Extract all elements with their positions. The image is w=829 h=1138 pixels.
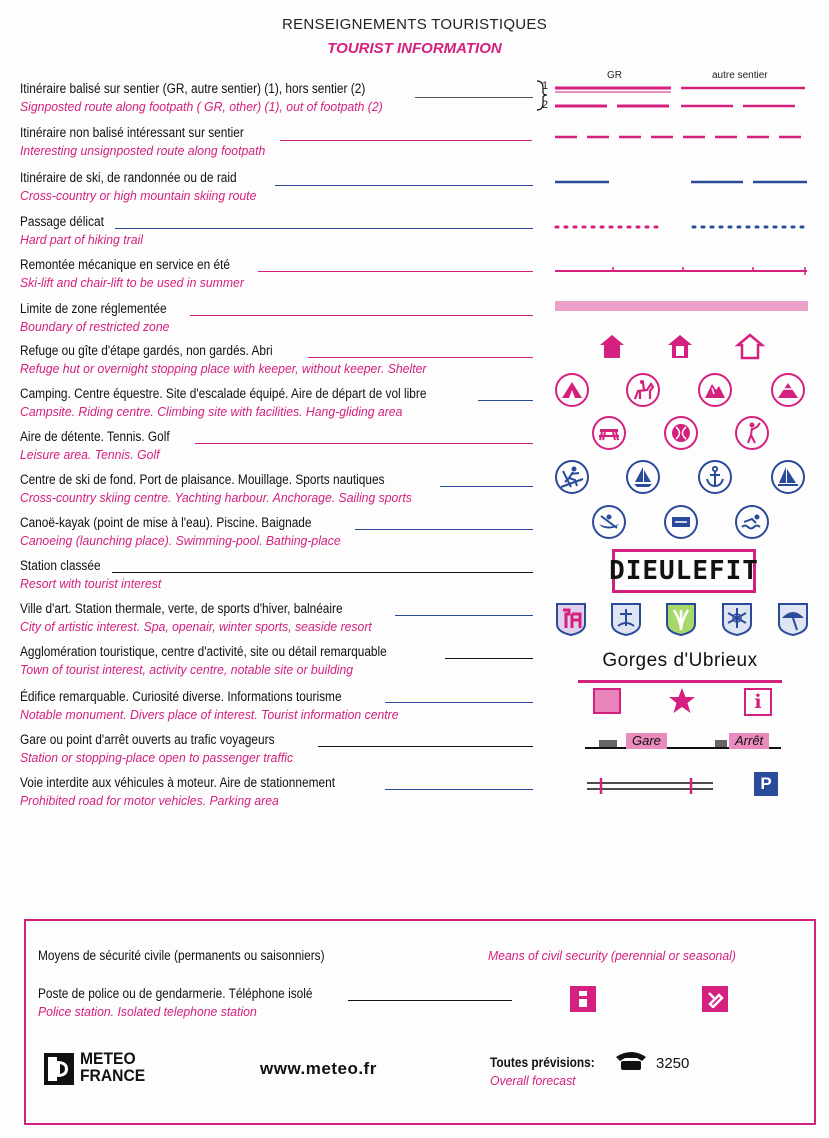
gr-label: GR <box>607 70 622 81</box>
spa-shield-icon <box>610 602 642 636</box>
legend-label-en: Boundary of restricted zone <box>20 319 170 334</box>
shelter-icon <box>738 335 762 358</box>
refuge-icons <box>598 333 768 361</box>
legend-label-fr: Ville d'art. Station thermale, verte, de sports d'hiver, balnéaire <box>20 601 343 616</box>
police-label-fr: Poste de police ou de gendarmerie. Téléphone isolé <box>38 986 313 1001</box>
legend-row <box>20 471 540 505</box>
yachting-harbour-icon <box>626 460 660 494</box>
legend-label-en: City of artistic interest. Spa, openair, winter sports, seaside resort <box>20 619 372 634</box>
city-of-art-shield-icon <box>555 602 587 636</box>
legend-row <box>20 688 540 722</box>
legend-label-en: Resort with tourist interest <box>20 576 162 591</box>
legend-label-en: Interesting unsignposted route along footpath <box>20 143 266 158</box>
parking-icon: P <box>754 772 778 796</box>
legend-row <box>20 300 540 334</box>
logo-line-2: FRANCE <box>80 1066 146 1085</box>
legend-label-fr: Camping. Centre équestre. Site d'escalade équipé. Aire de départ de vol libre <box>20 386 427 401</box>
bathing-place-icon <box>735 505 769 539</box>
star-icon <box>667 686 697 716</box>
tourist-info-icon: i <box>744 688 772 716</box>
legend-label-fr: Refuge ou gîte d'étape gardés, non gardés. Abri <box>20 343 273 358</box>
legend-row <box>20 213 540 247</box>
canoe-kayak-icon <box>592 505 626 539</box>
unsignposted-route-symbol <box>553 132 809 142</box>
legend-row <box>20 428 540 462</box>
notable-monument-icon <box>593 688 621 714</box>
legend-label-en: Refuge hut or overnight stopping place with keeper, without keeper. Shelter <box>20 361 427 376</box>
legend-label-en: Town of tourist interest, activity centre, notable site or building <box>20 662 354 677</box>
winter-sports-shield-icon <box>721 602 753 636</box>
golf-icon <box>735 416 769 450</box>
logo-line-1: METEO <box>80 1049 136 1068</box>
prohibited-road-symbol <box>585 776 715 796</box>
legend-row <box>20 774 540 808</box>
legend-label-en: Notable monument. Divers place of interest. Tourist information centre <box>20 707 399 722</box>
legend-row <box>20 514 540 548</box>
green-resort-shield-icon <box>665 602 697 636</box>
tennis-icon <box>664 416 698 450</box>
route-number-2: 2 <box>542 99 549 111</box>
stop-tag: Arrêt <box>729 733 769 749</box>
legend-label-fr: Passage délicat <box>20 214 104 229</box>
legend-label-fr: Canoë-kayak (point de mise à l'eau). Piscine. Baignade <box>20 515 312 530</box>
riding-centre-icon <box>626 373 660 407</box>
legend-label-fr: Remontée mécanique en service en été <box>20 257 231 272</box>
legend-row <box>20 256 540 290</box>
website-link[interactable]: www.meteo.fr <box>260 1059 377 1078</box>
notable-site-name: Gorges d'Ubrieux <box>602 650 758 671</box>
leisure-area-icon <box>592 416 626 450</box>
refuge-keeper-icon <box>600 335 624 358</box>
police-station-icon <box>570 986 596 1012</box>
legend-row <box>20 124 540 158</box>
legend-label-en: Signposted route along footpath ( GR, other) (1), out of footpath (2) <box>20 99 383 114</box>
legend-label-en: Hard part of hiking trail <box>20 232 143 247</box>
ski-lift-symbol <box>553 263 809 277</box>
swimming-pool-icon <box>664 505 698 539</box>
notable-site-underline <box>578 680 782 683</box>
legend-label-fr: Aire de détente. Tennis. Golf <box>20 429 170 444</box>
ski-route-symbol <box>553 177 809 187</box>
other-path-label: autre sentier <box>712 70 768 81</box>
legend-label-en: Cross-country skiing centre. Yachting harbour. Anchorage. Sailing sports <box>20 490 412 505</box>
legend-row <box>20 342 540 376</box>
seaside-resort-shield-icon <box>777 602 809 636</box>
refuge-no-keeper-icon <box>668 335 692 358</box>
cross-country-skiing-icon <box>555 460 589 494</box>
page-subtitle: TOURIST INFORMATION <box>327 40 502 57</box>
legend-row <box>20 557 540 591</box>
legend-label-en: Campsite. Riding centre. Climbing site with facilities. Hang-gliding area <box>20 404 403 419</box>
logo-text <box>80 1050 145 1084</box>
signposted-route-symbol <box>533 78 813 114</box>
legend-label-en: Ski-lift and chair-lift to be used in summer <box>20 275 244 290</box>
legend-label-en: Cross-country or high mountain skiing route <box>20 188 257 203</box>
page-title: RENSEIGNEMENTS TOURISTIQUES <box>281 16 548 33</box>
resort-name-box: DIEULEFIT <box>612 549 756 593</box>
police-leader <box>348 1000 512 1001</box>
legend-label-fr: Itinéraire de ski, de randonnée ou de raid <box>20 170 237 185</box>
legend-label-fr: Agglomération touristique, centre d'activité, site ou détail remarquable <box>20 644 387 659</box>
forecast-label-en: Overall forecast <box>490 1073 576 1088</box>
legend-row <box>20 169 540 203</box>
legend-label-fr: Station classée <box>20 558 101 573</box>
restricted-zone-symbol <box>555 301 808 311</box>
legend-label-fr: Édifice remarquable. Curiosité diverse. Informations tourisme <box>20 689 342 704</box>
legend-label-en: Leisure area. Tennis. Golf <box>20 447 160 462</box>
legend-label-en: Canoeing (launching place). Swimming-pool. Bathing-place <box>20 533 341 548</box>
forecast-phone-number: 3250 <box>656 1055 690 1072</box>
telephone-icon <box>614 1050 648 1072</box>
hard-passage-symbol <box>553 222 809 232</box>
legend-row <box>20 385 540 419</box>
legend-label-fr: Centre de ski de fond. Port de plaisance. Mouillage. Sports nautiques <box>20 472 385 487</box>
telephone-station-icon <box>702 986 728 1012</box>
legend-row <box>20 600 540 634</box>
legend-label-en: Station or stopping-place open to passenger traffic <box>20 750 294 765</box>
route-number-1: 1 <box>542 80 549 92</box>
climbing-site-icon <box>698 373 732 407</box>
legend-label-fr: Limite de zone réglementée <box>20 301 167 316</box>
hang-gliding-icon <box>771 373 805 407</box>
legend-label-en: Prohibited road for motor vehicles. Parking area <box>20 793 279 808</box>
police-label-en: Police station. Isolated telephone station <box>38 1004 257 1019</box>
legend-label-fr: Itinéraire non balisé intéressant sur sentier <box>20 125 244 140</box>
campsite-icon <box>555 373 589 407</box>
meteo-france-logo <box>44 1053 74 1085</box>
sailing-sports-icon <box>771 460 805 494</box>
station-tag: Gare <box>626 733 667 749</box>
legend-label-fr: Gare ou point d'arrêt ouverts au trafic voyageurs <box>20 732 275 747</box>
anchorage-icon <box>698 460 732 494</box>
legend-row <box>20 643 540 677</box>
security-label-en: Means of civil security (perennial or seasonal) <box>488 948 736 963</box>
legend-label-fr: Voie interdite aux véhicules à moteur. Aire de stationnement <box>20 775 336 790</box>
security-label-fr: Moyens de sécurité civile (permanents ou saisonniers) <box>38 948 325 963</box>
legend-row <box>20 731 540 765</box>
legend-label-fr: Itinéraire balisé sur sentier (GR, autre sentier) (1), hors sentier (2) <box>20 81 366 96</box>
forecast-label-fr: Toutes prévisions: <box>490 1055 595 1070</box>
